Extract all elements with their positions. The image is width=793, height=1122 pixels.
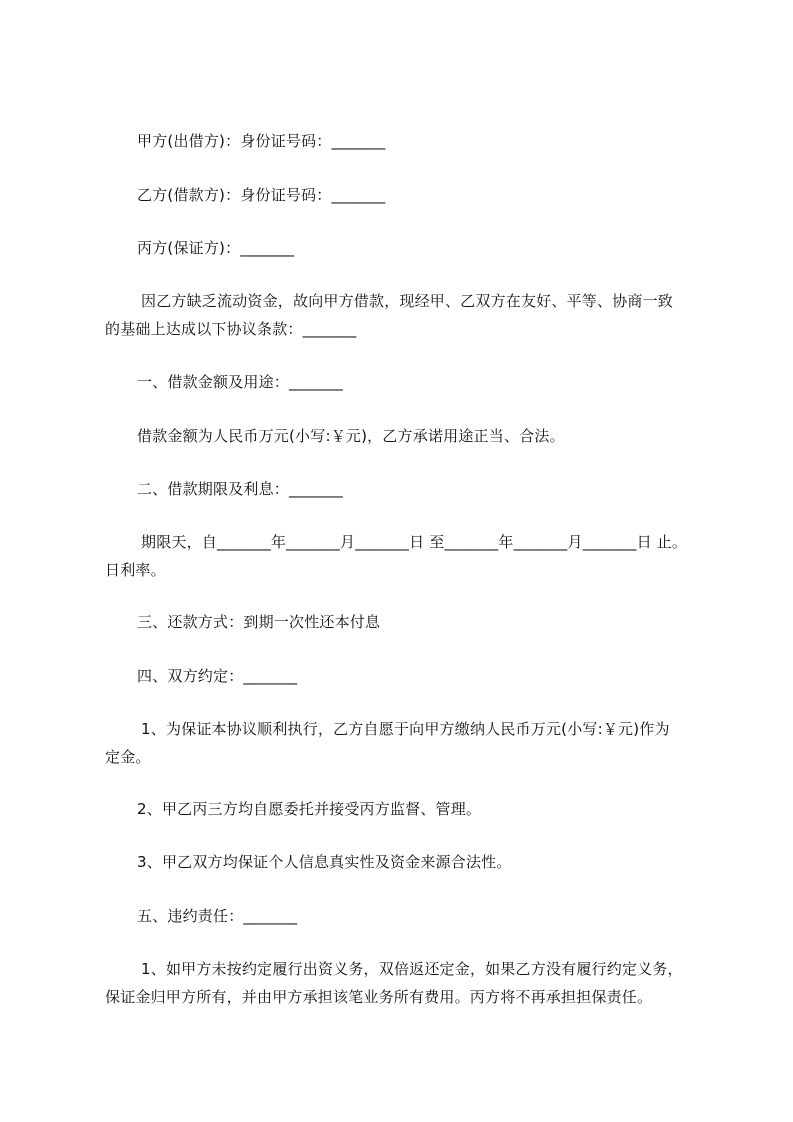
daily-rate-line: 日利率。 [105,561,166,579]
party-a-line: 甲方(出借方)：身份证号码：_______ [137,132,386,150]
section-1-heading: 一、借款金额及用途：_______ [137,373,343,391]
loan-term-line: 期限天，自_______年_______月_______日 至_______年_______月_______日 止。 [141,533,688,551]
party-b-line: 乙方(借款方)：身份证号码：_______ [137,186,386,204]
preamble-line-1: 因乙方缺乏流动资金，故向甲方借款，现经甲、乙双方在友好、平等、协商一致 [141,292,674,310]
party-c-line: 丙方(保证方)：_______ [137,239,295,257]
section-4-heading: 四、双方约定：_______ [137,667,298,685]
section-4-item-1-line-1: 1、为保证本协议顺利执行，乙方自愿于向甲方缴纳人民币万元(小写:￥元)作为 [141,720,670,738]
section-3-heading: 三、还款方式：到期一次性还本付息 [137,613,381,631]
section-2-heading: 二、借款期限及利息：_______ [137,480,343,498]
section-4-item-1-line-2: 定金。 [105,748,151,766]
section-5-item-1-line-2: 保证金归甲方所有，并由甲方承担该笔业务所有费用。丙方将不再承担担保责任。 [105,988,653,1006]
section-4-item-2: 2、甲乙丙三方均自愿委托并接受丙方监督、管理。 [137,800,482,818]
preamble-line-2: 的基础上达成以下协议条款：_______ [105,320,357,338]
section-5-item-1-line-1: 1、如甲方未按约定履行出资义务，双倍返还定金，如果乙方没有履行约定义务， [141,960,683,978]
section-1-content: 借款金额为人民币万元(小写:￥元)，乙方承诺用途正当、合法。 [137,427,565,445]
section-5-heading: 五、违约责任：_______ [137,907,298,925]
section-4-item-3: 3、甲乙双方均保证个人信息真实性及资金来源合法性。 [137,853,512,871]
